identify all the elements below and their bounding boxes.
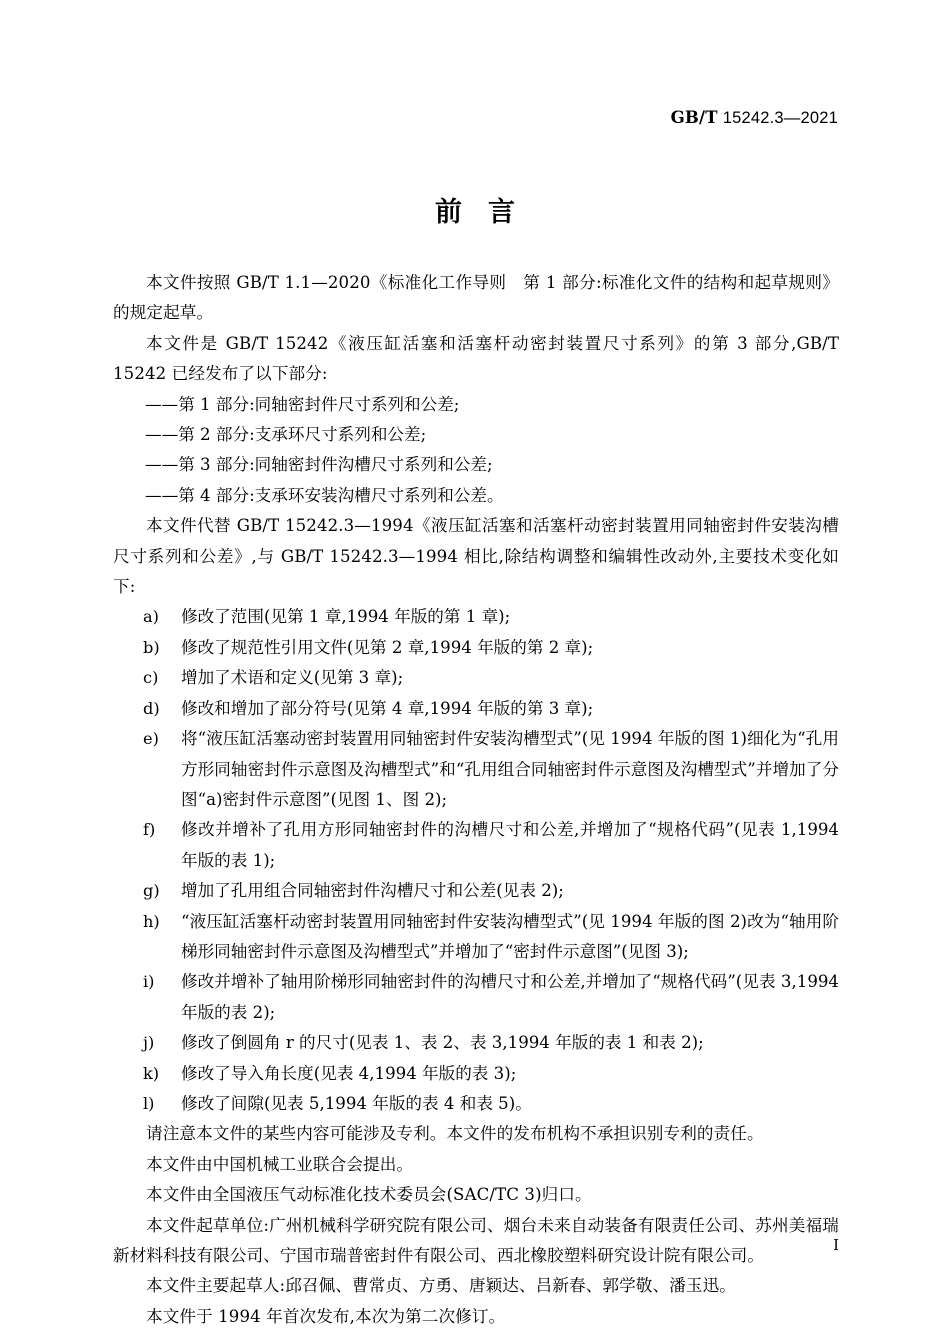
standard-number: 15242.3—2021 <box>722 109 838 127</box>
change-item-marker: a) <box>143 607 159 627</box>
change-item-text: 将“液压缸活塞动密封装置用同轴密封件安装沟槽型式”(见 1994 年版的图 1)细化为“孔用方形同轴密封件示意图及沟槽型式”和“孔用组合同轴密封件示意图及沟槽型式”并增加了分图“a)密封件示意图”(见图 1、图 2); <box>181 729 839 809</box>
paragraph-series-intro: 本文件是 GB/T 15242《液压缸活塞和活塞杆动密封装置尺寸系列》的第 3 部分,GB/T 15242 已经发布了以下部分: <box>113 333 839 384</box>
paragraph-proposed-by: 本文件由中国机械工业联合会提出。 <box>146 1154 414 1174</box>
standard-prefix: GB/T <box>670 108 718 127</box>
part-list-item: ——第 3 部分:同轴密封件沟槽尺寸系列和公差; <box>145 455 493 475</box>
change-item-text: 增加了孔用组合同轴密封件沟槽尺寸和公差(见表 2); <box>181 881 564 901</box>
change-item-text: 修改和增加了部分符号(见第 4 章,1994 年版的第 3 章); <box>181 698 594 718</box>
change-item-text: 修改了倒圆角 r 的尺寸(见表 1、表 2、表 3,1994 年版的表 1 和表 2); <box>181 1033 704 1053</box>
change-item-marker: h) <box>143 911 160 931</box>
part-list-item: ——第 2 部分:支承环尺寸系列和公差; <box>145 425 427 445</box>
change-item-marker: i) <box>143 972 155 992</box>
change-list-item <box>113 907 839 968</box>
change-item-text: 修改并增补了轴用阶梯形同轴密封件的沟槽尺寸和公差,并增加了“规格代码”(见表 3,1994 年版的表 2); <box>181 972 839 1022</box>
paragraph-replaces: 本文件代替 GB/T 15242.3—1994《液压缸活塞和活塞杆动密封装置用同轴密封件安装沟槽尺寸系列和公差》,与 GB/T 15242.3—1994 相比,除结构调整和编辑性改动外,主要技术变化如下: <box>113 516 839 597</box>
change-list-item <box>113 663 839 693</box>
change-list-item <box>113 967 839 1028</box>
page-number: I <box>833 1236 839 1254</box>
paragraph-revision-history: 本文件于 1994 年首次发布,本次为第二次修订。 <box>146 1306 506 1326</box>
paragraph-drafters: 本文件主要起草人:邱召佩、曹常贞、方勇、唐颖达、吕新春、郭学敬、潘玉迅。 <box>146 1276 736 1296</box>
change-item-text: 修改了间隙(见表 5,1994 年版的表 4 和表 5)。 <box>181 1093 532 1113</box>
change-list-item <box>113 876 839 906</box>
change-item-marker: e) <box>143 729 159 749</box>
change-list-item <box>113 694 839 724</box>
paragraph-patent-notice: 请注意本文件的某些内容可能涉及专利。本文件的发布机构不承担识别专利的责任。 <box>146 1124 764 1144</box>
change-item-text: 修改了规范性引用文件(见第 2 章,1994 年版的第 2 章); <box>181 637 594 657</box>
page-title: 前言 <box>435 197 541 227</box>
change-item-marker: g) <box>143 881 160 901</box>
change-list-item <box>113 724 839 815</box>
change-item-marker: l) <box>143 1093 155 1113</box>
paragraph-scope: 本文件按照 GB/T 1.1—2020《标准化工作导则 第 1 部分:标准化文件的结构和起草规则》的规定起草。 <box>113 273 839 323</box>
change-list-item <box>113 1028 839 1058</box>
part-list-item: ——第 4 部分:支承环安装沟槽尺寸系列和公差。 <box>145 485 504 505</box>
change-item-text: 修改了导入角长度(见表 4,1994 年版的表 3); <box>181 1063 517 1083</box>
change-item-marker: d) <box>143 698 160 718</box>
change-list-item <box>113 815 839 876</box>
foreword-body <box>113 268 839 1332</box>
paragraph-drafting-units: 本文件起草单位:广州机械科学研究院有限公司、烟台未来自动装备有限责任公司、苏州美福瑞新材料科技有限公司、宁国市瑞普密封件有限公司、西北橡胶塑料研究设计院有限公司。 <box>113 1215 839 1265</box>
change-item-marker: b) <box>143 637 160 657</box>
change-list-item <box>113 1089 839 1119</box>
change-item-text: 修改并增补了孔用方形同轴密封件的沟槽尺寸和公差,并增加了“规格代码”(见表 1,1994 年版的表 1); <box>181 820 839 870</box>
change-item-text: “液压缸活塞杆动密封装置用同轴密封件安装沟槽型式”(见 1994 年版的图 2)改为“轴用阶梯形同轴密封件示意图及沟槽型式”并增加了“密封件示意图”(见图 3); <box>181 911 839 961</box>
change-list-item <box>113 1059 839 1089</box>
change-item-text: 修改了范围(见第 1 章,1994 年版的第 1 章); <box>181 607 511 627</box>
change-item-marker: c) <box>143 668 159 688</box>
part-list-item: ——第 1 部分:同轴密封件尺寸系列和公差; <box>145 394 460 414</box>
change-item-marker: j) <box>143 1033 155 1053</box>
change-list-item <box>113 633 839 663</box>
change-item-marker: f) <box>143 820 156 840</box>
change-list-item <box>113 602 839 632</box>
paragraph-managed-by: 本文件由全国液压气动标准化技术委员会(SAC/TC 3)归口。 <box>146 1185 592 1205</box>
running-header <box>113 108 838 128</box>
change-item-text: 增加了术语和定义(见第 3 章); <box>181 668 404 688</box>
change-item-marker: k) <box>143 1063 160 1083</box>
